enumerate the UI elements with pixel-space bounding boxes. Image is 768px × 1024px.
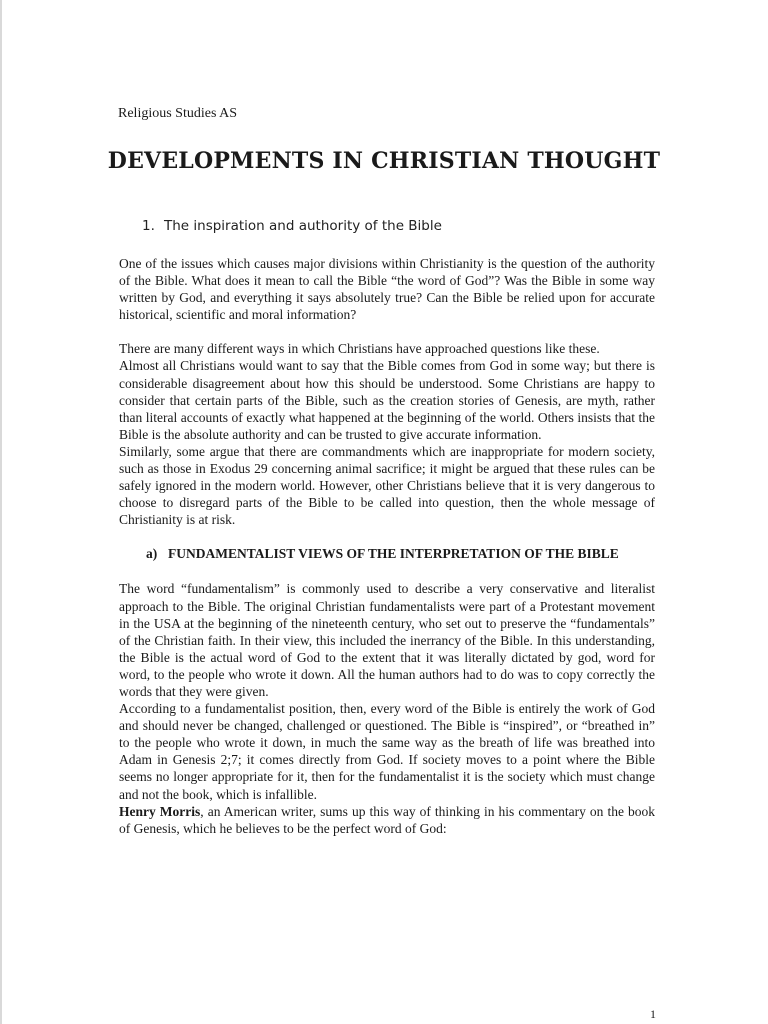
document-body (119, 255, 655, 837)
author-name: Henry Morris (119, 803, 201, 819)
paragraph-fundamentalism-definition: The word “fundamentalism” is commonly used to describe a very conservative and literalist approach to the Bible. The original Christian fundamentalists were part of a Protestant movement in the USA at the beginning of the nineteenth century, who set out to preserve the “fundamentals” of the Christian faith. In their view, this included the inerrancy of the Bible. In this understanding, the Bible is the actual word of God to the extent that it was literally dictated by god, word for word, to the people who wrote it down. All the human authors had to do was to copy correctly the words that they were given. (119, 581, 655, 699)
paragraph-disagreement: Almost all Christians would want to say that the Bible comes from God in some way; but there is considerable disagreement about how this should be understood. Some Christians are happy to consider that certain parts of the Bible, such as the creation stories of Genesis, are myth, rather than literal accounts of exactly what happened at the beginning of the world. Others insists that the Bible is the absolute authority and can be trusted to give accurate information. (119, 358, 655, 442)
course-label: Religious Studies AS (118, 106, 238, 121)
section-number: 1. (142, 218, 155, 234)
subsection-marker: a) (146, 546, 158, 562)
page-title: DEVELOPMENTS IN CHRISTIAN THOUGHT (107, 148, 661, 174)
page-number: 1 (650, 1007, 656, 1021)
paragraph-authority-question: One of the issues which causes major divisions within Christianity is the question of the authority of the Bible. What does it mean to call the Bible “the word of God”? Was the Bible in some way written by God, and everything it says absolutely true? Can the Bible be relied upon for accurate historical, scientific and moral information? (119, 256, 655, 323)
section-heading (142, 218, 442, 234)
subsection-heading-text: FUNDAMENTALIST VIEWS OF THE INTERPRETATION OF THE BIBLE (168, 546, 619, 562)
paragraph-henry-morris (119, 803, 655, 837)
paragraph-commandments: Similarly, some argue that there are commandments which are inappropriate for modern society, such as those in Exodus 29 concerning animal sacrifice; it might be argued that these rules can be safely ignored in the modern world. However, other Christians believe that it is very dangerous to choose to disregard parts of the Bible to be called into question, then the whole message of Christianity is at risk. (119, 443, 655, 528)
paragraph-approaches: There are many different ways in which Christians have approached questions like these. (119, 341, 600, 357)
subsection-heading (146, 545, 655, 563)
paragraph-fundamentalist-position: According to a fundamentalist position, then, every word of the Bible is entirely the work of God and should never be changed, challenged or questioned. The Bible is “inspired”, or “breathed in” to the people who wrote it down, in much the same way as the breath of life was breathed into Adam in Genesis 2;7; it comes directly from God. If society moves to a point where the Bible seems no longer appropriate for it, then for the fundamentalist it is the society which must change and not the book, which is infallible. (119, 701, 655, 802)
section-heading-text: The inspiration and authority of the Bible (164, 218, 442, 234)
paragraph-henry-morris-text: , an American writer, sums up this way of thinking in his commentary on the book of Genesis, which he believes to be the perfect word of God: (119, 803, 655, 836)
